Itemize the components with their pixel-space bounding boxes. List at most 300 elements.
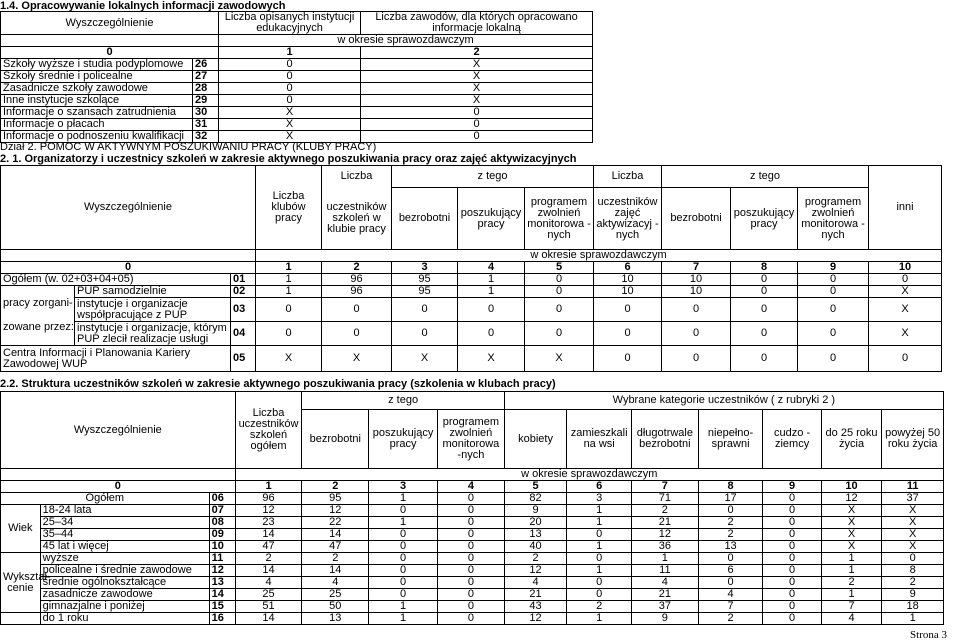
col-header-niepelnosprawni: niepełno- sprawni: [698, 410, 763, 469]
cell-value: 8: [882, 565, 944, 577]
cell-value: 0: [798, 274, 869, 286]
col-header-kobiety: kobiety: [504, 410, 567, 469]
cell-value: 0: [458, 298, 525, 322]
col-number: 5: [525, 262, 594, 274]
cell-value: 0: [763, 577, 821, 589]
cell-value: 17: [698, 493, 763, 505]
cell-value: 0: [369, 541, 438, 553]
row-label: Informacje o podnoszeniu kwalifikacji: [1, 131, 193, 143]
cell-value: 1: [821, 589, 881, 601]
row-code: 12: [209, 565, 235, 577]
cell-value: 21: [631, 589, 698, 601]
table-row: [1, 613, 944, 625]
local-info-table: [0, 11, 593, 143]
row-label: 45 lat i więcej: [40, 541, 209, 553]
cell-value: 0: [798, 346, 869, 372]
cell-value: 1: [369, 613, 438, 625]
cell-value: X: [525, 346, 594, 372]
col-header-programem: programem zwolnień monitorowa -nych: [438, 410, 505, 469]
row-label: 18-24 lata: [40, 505, 209, 517]
cell-value: X: [219, 119, 361, 131]
cell-value: 0: [361, 107, 593, 119]
cell-value: 0: [731, 346, 798, 372]
cell-value: 0: [438, 541, 505, 553]
col-number: 4: [438, 481, 505, 493]
cell-value: 7: [821, 601, 881, 613]
cell-value: 0: [763, 589, 821, 601]
cell-value: 1: [458, 274, 525, 286]
cell-value: 21: [631, 517, 698, 529]
cell-value: X: [821, 505, 881, 517]
row-code: 13: [209, 577, 235, 589]
cell-value: 0: [438, 553, 505, 565]
period-label: w okresie sprawozdawczym: [235, 469, 943, 481]
cell-value: 14: [235, 529, 302, 541]
cell-value: 1: [369, 517, 438, 529]
cell-value: 1: [882, 613, 944, 625]
cell-value: 1: [369, 601, 438, 613]
cell-value: 1: [567, 565, 632, 577]
cell-value: 0: [882, 553, 944, 565]
row-prefix: zowane przez:: [1, 322, 75, 346]
col-header-uczestnikow: uczestników szkoleń w klubie pracy: [322, 188, 392, 250]
col-header-dlugotrwale: długotrwale bezrobotni: [631, 410, 698, 469]
row-label: do 1 roku: [40, 613, 209, 625]
cell-value: 4: [235, 577, 302, 589]
cell-value: 51: [235, 601, 302, 613]
cell-value: 4: [821, 613, 881, 625]
cell-value: 1: [821, 553, 881, 565]
cell-value: 0: [662, 346, 731, 372]
cell-value: 0: [219, 95, 361, 107]
col-number: 8: [731, 262, 798, 274]
cell-value: 2: [821, 577, 881, 589]
col-number: 4: [458, 262, 525, 274]
cell-value: 0: [369, 589, 438, 601]
cell-value: 2: [504, 553, 567, 565]
row-code: 05: [231, 346, 256, 372]
cell-value: 14: [302, 565, 369, 577]
col-number: 2: [302, 481, 369, 493]
col-number: 10: [821, 481, 881, 493]
cell-value: X: [392, 346, 458, 372]
col-number: 8: [698, 481, 763, 493]
cell-value: 0: [525, 274, 594, 286]
row-code: 16: [209, 613, 235, 625]
cell-value: 0: [322, 322, 392, 346]
col-number: 1: [256, 262, 322, 274]
cell-value: 0: [256, 298, 322, 322]
row-code: 08: [209, 517, 235, 529]
row-code: 02: [231, 286, 256, 298]
row-label: gimnazjalne i poniżej: [40, 601, 209, 613]
row-label: wyższe: [40, 553, 209, 565]
cell-value: 9: [504, 505, 567, 517]
row-code: 03: [231, 298, 256, 322]
cell-value: 25: [235, 589, 302, 601]
cell-value: X: [361, 71, 593, 83]
table-row: [1, 107, 593, 119]
cell-value: 12: [504, 613, 567, 625]
cell-value: 9: [882, 589, 944, 601]
cell-value: 0: [662, 322, 731, 346]
cell-value: 0: [525, 322, 594, 346]
row-code: 31: [193, 119, 219, 131]
col-header-uczestnikow-zajec: uczestników zajęć aktywizacyj -nych: [594, 188, 662, 250]
cell-value: 0: [438, 565, 505, 577]
cell-value: 0: [763, 541, 821, 553]
cell-value: 1: [458, 286, 525, 298]
col-number: 0: [1, 47, 219, 59]
period-label: w okresie sprawozdawczym: [256, 250, 942, 262]
row-code: 32: [193, 131, 219, 143]
cell-value: 95: [392, 286, 458, 298]
cell-value: 21: [504, 589, 567, 601]
cell-value: 0: [219, 59, 361, 71]
cell-value: 0: [567, 553, 632, 565]
row-label: Centra Informacji i Planowania Kariery Zawodowej WUP: [1, 346, 231, 372]
cell-value: X: [869, 298, 942, 322]
row-code: 28: [193, 83, 219, 95]
col-number: 3: [369, 481, 438, 493]
section-1-4-title: 1.4. Opracowywanie lokalnych informacji zawodowych: [0, 0, 286, 12]
cell-value: 47: [235, 541, 302, 553]
row-code: 10: [209, 541, 235, 553]
group-label-wiek: Wiek: [1, 505, 41, 553]
row-label: Inne instytucje szkolące: [1, 95, 193, 107]
row-label: policealne i średnie zawodowe: [40, 565, 209, 577]
cell-value: 0: [594, 298, 662, 322]
col-number: 6: [567, 481, 632, 493]
cell-value: 4: [698, 589, 763, 601]
cell-value: 96: [322, 274, 392, 286]
cell-value: 14: [235, 565, 302, 577]
table-row: [1, 71, 593, 83]
table-row: [1, 529, 944, 541]
col-header-wybrane-kategorie: Wybrane kategorie uczestników ( z rubryki 2 ): [504, 392, 943, 410]
cell-value: 10: [662, 286, 731, 298]
cell-value: X: [219, 131, 361, 143]
col-number: 0: [1, 262, 256, 274]
cell-value: 0: [369, 553, 438, 565]
row-code: 11: [209, 553, 235, 565]
cell-value: 14: [235, 613, 302, 625]
row-label: Szkoły wyższe i studia podyplomowe: [1, 59, 193, 71]
cell-value: 18: [882, 601, 944, 613]
col-header-z-tego: z tego: [392, 166, 594, 188]
table-row: [1, 565, 944, 577]
cell-value: 96: [235, 493, 302, 505]
cell-value: X: [882, 517, 944, 529]
cell-value: 0: [662, 298, 731, 322]
row-prefix: pracy zorgani-: [1, 298, 75, 322]
cell-value: 37: [882, 493, 944, 505]
group-label-wyksztalcenie: Wykształ- cenie: [1, 553, 41, 613]
cell-value: 0: [763, 529, 821, 541]
row-label: Informacje o płacach: [1, 119, 193, 131]
col-header-liczba: Liczba uczestników szkoleń ogółem: [235, 392, 302, 469]
cell-value: 20: [504, 517, 567, 529]
cell-value: 0: [567, 589, 632, 601]
row-code: 15: [209, 601, 235, 613]
col-header-wies: zamieszkali na wsi: [567, 410, 632, 469]
table-row: [1, 286, 942, 298]
table-row: [1, 274, 942, 286]
row-label: średnie ogólnokształcące: [40, 577, 209, 589]
col-header-instytucje: Liczba opisanych instytucji edukacyjnych: [219, 12, 361, 35]
dzial-2-heading: Dział 2. POMOC W AKTYWNYM POSZUKIWANIU PRACY (KLUBY PRACY): [0, 141, 377, 153]
cell-value: 22: [302, 517, 369, 529]
col-header-programem: programem zwolnień monitorowa -nych: [525, 188, 594, 250]
table-row: [1, 322, 942, 346]
table-row: [1, 517, 944, 529]
col-number: 5: [504, 481, 567, 493]
cell-value: X: [256, 346, 322, 372]
col-number: 6: [594, 262, 662, 274]
cell-value: 36: [631, 541, 698, 553]
cell-value: 14: [302, 529, 369, 541]
col-number: 1: [235, 481, 302, 493]
cell-value: 95: [302, 493, 369, 505]
row-label: 35–44: [40, 529, 209, 541]
cell-value: 0: [438, 601, 505, 613]
col-header-poszukujacy-2: poszukujący pracy: [731, 188, 798, 250]
cell-value: 0: [567, 529, 632, 541]
cell-value: 95: [392, 274, 458, 286]
section-2-2-title: 2.2. Struktura uczestników szkoleń w zakresie aktywnego poszukiwania pracy (szkolenia w klubach pracy): [0, 378, 556, 390]
cell-value: 0: [763, 613, 821, 625]
cell-value: 4: [631, 577, 698, 589]
cell-value: X: [869, 286, 942, 298]
cell-value: 0: [525, 298, 594, 322]
col-number: 0: [1, 481, 236, 493]
col-header-programem-2: programem zwolnień monitorowa -nych: [798, 188, 869, 250]
cell-value: X: [361, 59, 593, 71]
cell-value: 0: [438, 577, 505, 589]
cell-value: 0: [438, 505, 505, 517]
cell-value: 25: [302, 589, 369, 601]
cell-value: X: [821, 541, 881, 553]
cell-value: 4: [504, 577, 567, 589]
cell-value: 0: [438, 493, 505, 505]
col-number: 11: [882, 481, 944, 493]
cell-value: 1: [631, 553, 698, 565]
cell-value: 2: [698, 613, 763, 625]
table-row: [1, 505, 944, 517]
cell-value: 0: [438, 517, 505, 529]
row-code: 01: [231, 274, 256, 286]
col-header-powyzej-50: powyżej 50 roku życia: [882, 410, 944, 469]
cell-value: 43: [504, 601, 567, 613]
cell-value: X: [361, 83, 593, 95]
row-label: Ogółem (w. 02+03+04+05): [1, 274, 231, 286]
col-number: 3: [392, 262, 458, 274]
cell-value: 6: [698, 565, 763, 577]
cell-value: 0: [763, 553, 821, 565]
cell-value: 96: [322, 286, 392, 298]
cell-value: 0: [369, 529, 438, 541]
cell-value: 0: [869, 346, 942, 372]
col-number: 9: [798, 262, 869, 274]
cell-value: X: [869, 322, 942, 346]
col-number: 7: [662, 262, 731, 274]
cell-value: 4: [302, 577, 369, 589]
cell-value: 12: [302, 505, 369, 517]
cell-value: 13: [504, 529, 567, 541]
col-header-liczba-klubow: Liczba klubów pracy: [256, 166, 322, 250]
table-row: [1, 577, 944, 589]
row-label: Szkoły średnie i policealne: [1, 71, 193, 83]
cell-value: 12: [821, 493, 881, 505]
cell-value: 0: [798, 298, 869, 322]
cell-value: 0: [763, 565, 821, 577]
cell-value: 2: [567, 601, 632, 613]
cell-value: 9: [631, 613, 698, 625]
col-header-bezrobotni: bezrobotni: [392, 188, 458, 250]
col-header-bezrobotni-2: bezrobotni: [662, 188, 731, 250]
cell-value: 0: [763, 493, 821, 505]
col-header-zawody: Liczba zawodów, dla których opracowano informacje lokalną: [361, 12, 593, 35]
cell-value: 7: [698, 601, 763, 613]
table-row: [1, 298, 942, 322]
cell-value: 0: [698, 505, 763, 517]
section-2-1-title: 2. 1. Organizatorzy i uczestnicy szkoleń w zakresie aktywnego poszukiwania pracy oraz zajęć aktywizacyjnych: [0, 153, 577, 165]
col-header-liczba: Liczba: [322, 166, 392, 188]
cell-value: 0: [763, 601, 821, 613]
col-header-do-25: do 25 roku życia: [821, 410, 881, 469]
cell-value: 1: [256, 274, 322, 286]
cell-value: 0: [763, 517, 821, 529]
cell-value: 1: [369, 493, 438, 505]
cell-value: 0: [763, 505, 821, 517]
cell-value: 1: [821, 565, 881, 577]
cell-value: 12: [235, 505, 302, 517]
cell-value: 2: [698, 517, 763, 529]
row-code: 30: [193, 107, 219, 119]
cell-value: 13: [302, 613, 369, 625]
row-code: 06: [209, 493, 235, 505]
col-header-cudzoziemcy: cudzo -ziemcy: [763, 410, 821, 469]
col-header-wyszczegolnienie: Wyszczególnienie: [1, 12, 219, 35]
cell-value: 3: [567, 493, 632, 505]
cell-value: 0: [731, 274, 798, 286]
cell-value: 0: [458, 322, 525, 346]
cell-value: 2: [235, 553, 302, 565]
cell-value: 71: [631, 493, 698, 505]
row-label: PUP samodzielnie: [75, 286, 231, 298]
cell-value: 0: [594, 346, 662, 372]
table-row: [1, 589, 944, 601]
cell-value: 10: [594, 286, 662, 298]
row-label: zasadnicze zawodowe: [40, 589, 209, 601]
row-label: Zasadnicze szkoły zawodowe: [1, 83, 193, 95]
cell-value: 0: [219, 71, 361, 83]
row-code: 07: [209, 505, 235, 517]
cell-value: X: [219, 107, 361, 119]
page-number: Strona 3: [910, 629, 947, 641]
row-code: 27: [193, 71, 219, 83]
row-label: Informacje o szansach zatrudnienia: [1, 107, 193, 119]
cell-value: X: [322, 346, 392, 372]
cell-value: 0: [219, 83, 361, 95]
table-row: [1, 493, 944, 505]
row-code: 09: [209, 529, 235, 541]
table-row: [1, 95, 593, 107]
table-row: [1, 553, 944, 565]
col-number: 10: [869, 262, 942, 274]
cell-value: 0: [731, 286, 798, 298]
cell-value: 0: [698, 553, 763, 565]
cell-value: 13: [698, 541, 763, 553]
cell-value: 82: [504, 493, 567, 505]
row-label: Ogółem: [1, 493, 210, 505]
cell-value: 0: [392, 322, 458, 346]
cell-value: 0: [361, 131, 593, 143]
cell-value: 0: [525, 286, 594, 298]
cell-value: 0: [798, 322, 869, 346]
cell-value: 2: [631, 505, 698, 517]
cell-value: 10: [594, 274, 662, 286]
table-row: [1, 601, 944, 613]
cell-value: 0: [322, 298, 392, 322]
table-row: [1, 59, 593, 71]
cell-value: 0: [361, 119, 593, 131]
cell-value: 47: [302, 541, 369, 553]
cell-value: 2: [882, 577, 944, 589]
cell-value: 0: [438, 589, 505, 601]
col-header-wyszczegolnienie: Wyszczególnienie: [1, 166, 256, 250]
table-row: [1, 119, 593, 131]
cell-value: 0: [731, 322, 798, 346]
table-row: [1, 541, 944, 553]
col-header-poszukujacy: poszukujący pracy: [369, 410, 438, 469]
cell-value: 0: [256, 322, 322, 346]
row-label: instytucje i organizacje, którym PUP zlecił realizacje usługi: [75, 322, 231, 346]
cell-value: 0: [567, 577, 632, 589]
row-label: instytucje i organizacje współpracujące z PUP: [75, 298, 231, 322]
cell-value: 0: [369, 577, 438, 589]
cell-value: 0: [438, 529, 505, 541]
cell-value: X: [821, 529, 881, 541]
row-code: 14: [209, 589, 235, 601]
cell-value: 1: [256, 286, 322, 298]
row-code: 29: [193, 95, 219, 107]
cell-value: 50: [302, 601, 369, 613]
cell-value: 10: [662, 274, 731, 286]
row-code: 04: [231, 322, 256, 346]
cell-value: X: [882, 541, 944, 553]
cell-value: 1: [567, 541, 632, 553]
col-number: 7: [631, 481, 698, 493]
cell-value: 0: [731, 298, 798, 322]
col-header-liczba-2: Liczba: [594, 166, 662, 188]
cell-value: 0: [798, 286, 869, 298]
group-label-empty: [1, 613, 41, 625]
cell-value: 1: [567, 613, 632, 625]
col-header-z-tego: z tego: [302, 392, 504, 410]
cell-value: X: [361, 95, 593, 107]
col-number: 9: [763, 481, 821, 493]
cell-value: 0: [594, 322, 662, 346]
col-number: 1: [219, 47, 361, 59]
cell-value: X: [458, 346, 525, 372]
row-code: 26: [193, 59, 219, 71]
col-header-wyszczegolnienie: Wyszczególnienie: [1, 392, 236, 469]
cell-value: 12: [504, 565, 567, 577]
cell-value: 37: [631, 601, 698, 613]
table-row: [1, 346, 942, 372]
cell-value: 23: [235, 517, 302, 529]
